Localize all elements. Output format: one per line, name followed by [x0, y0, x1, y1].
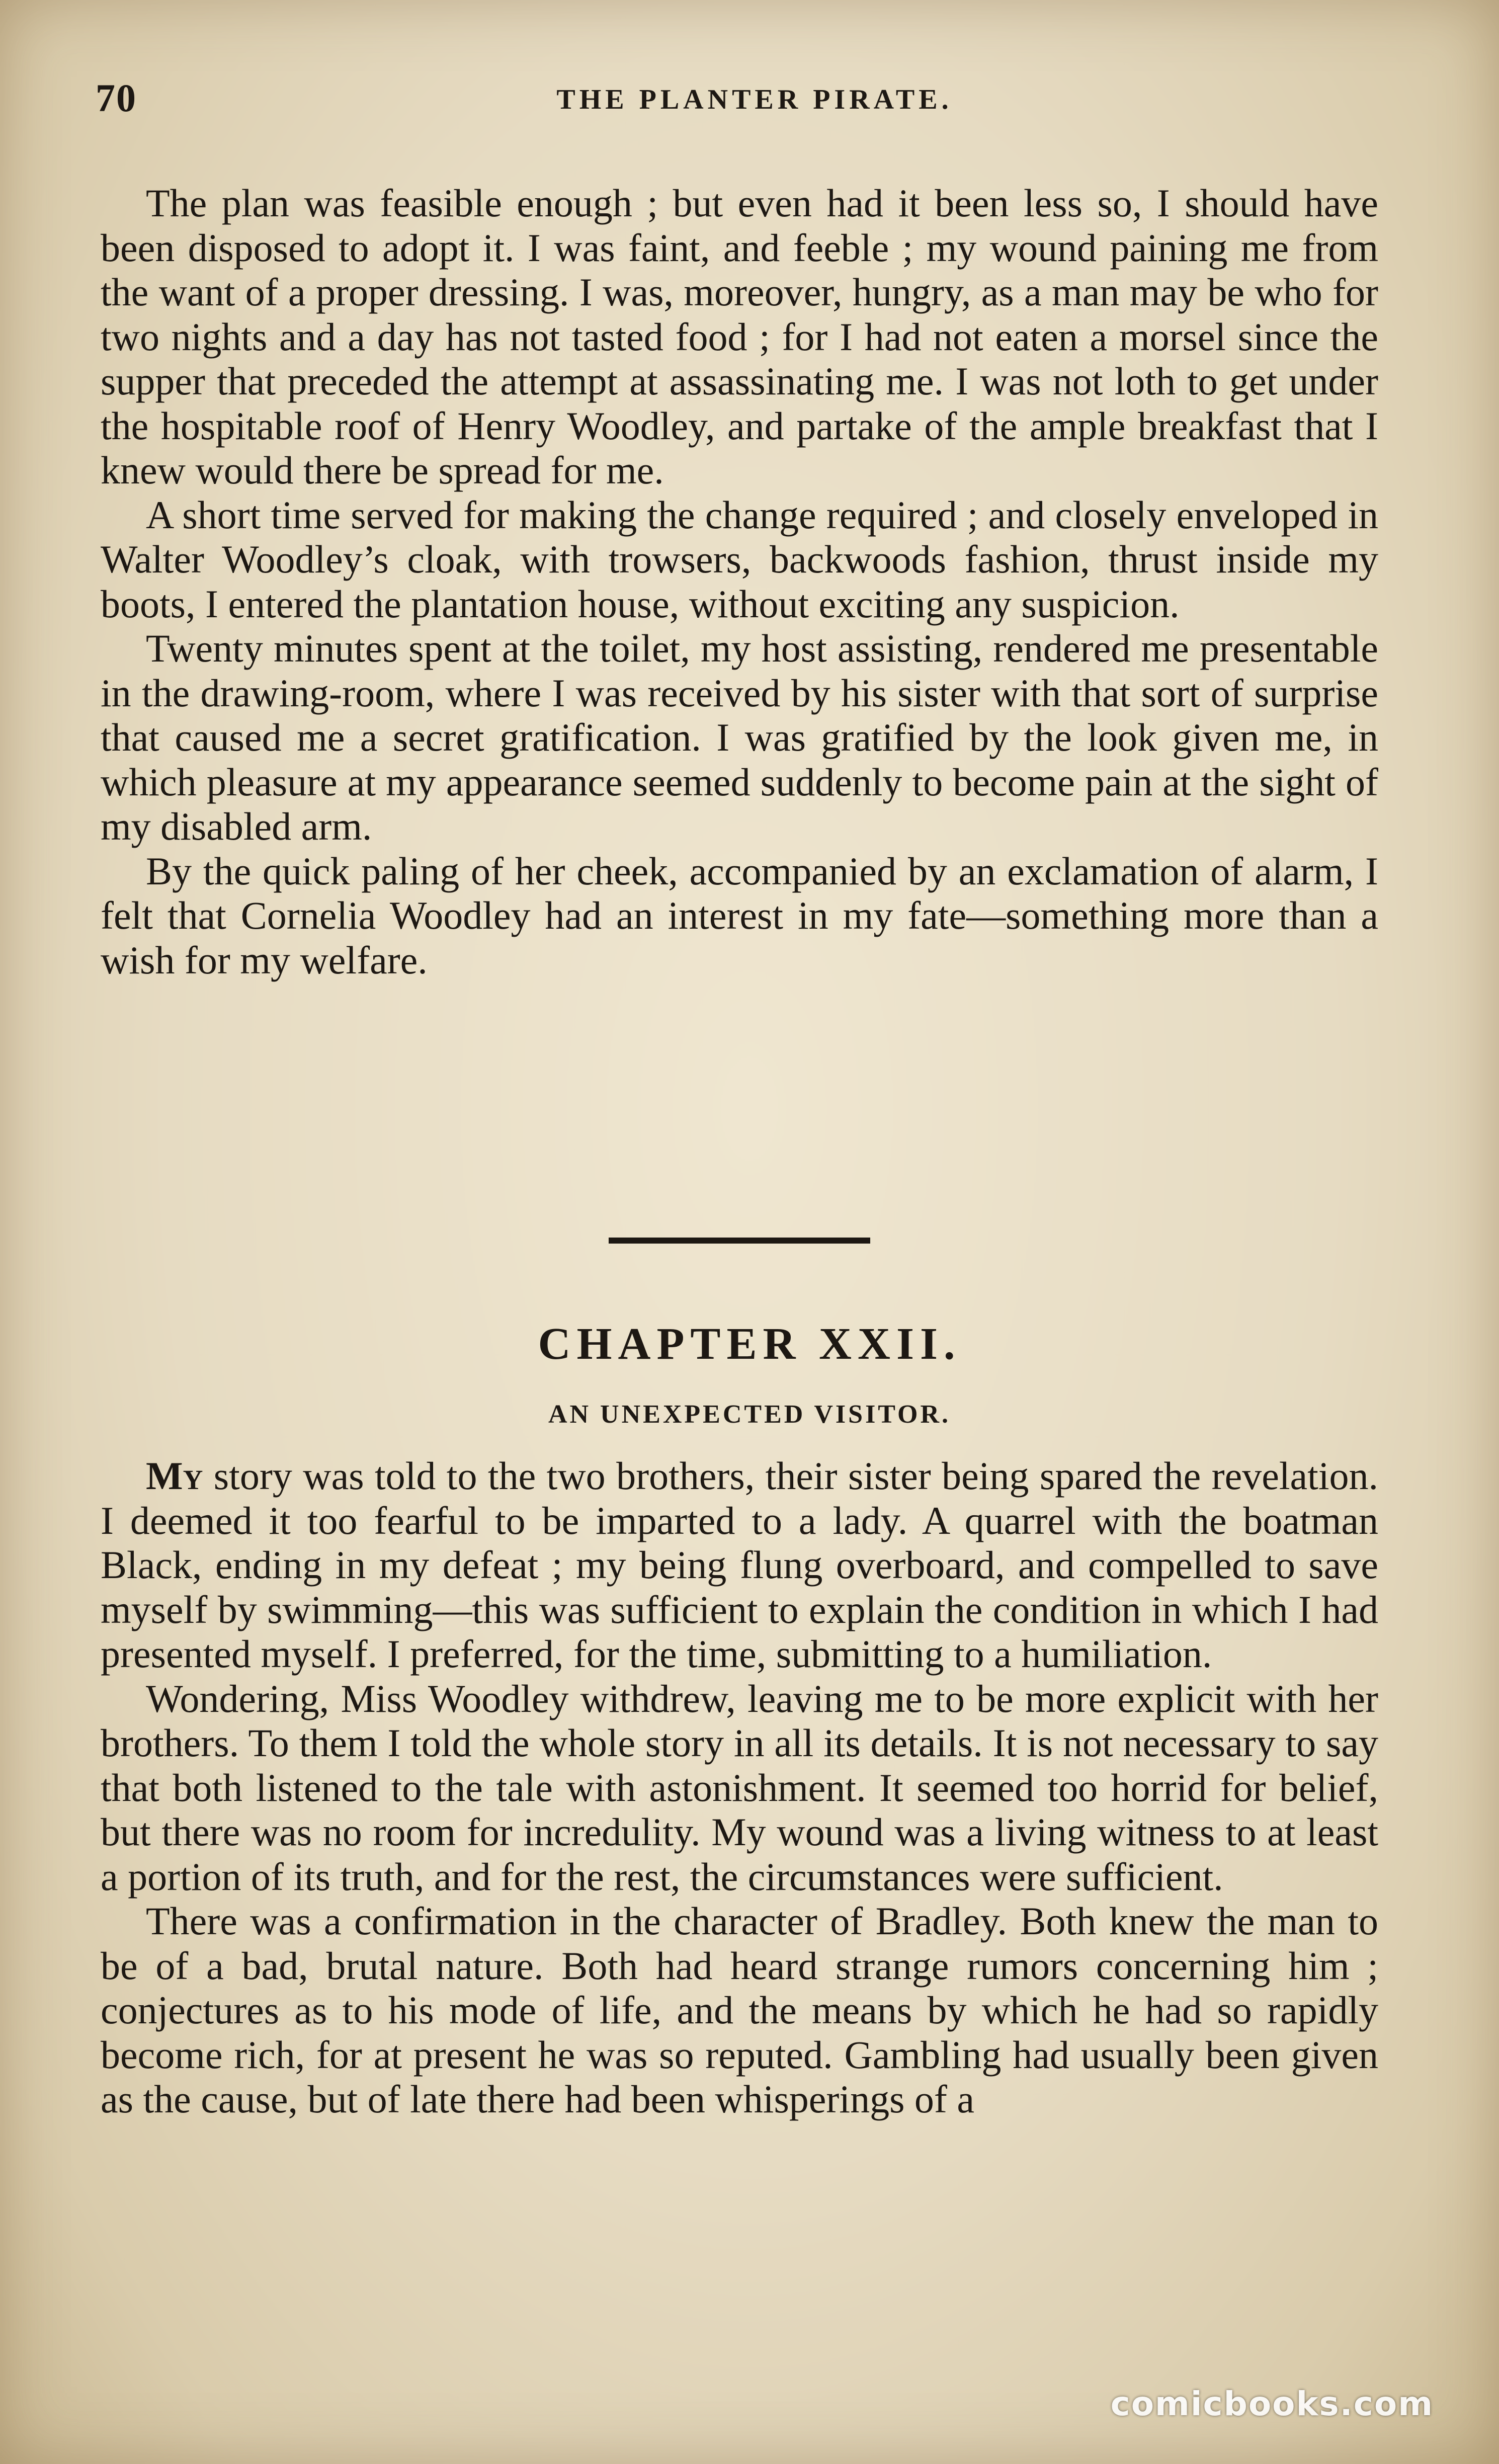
- paragraph-text: story was told to the two brothers, their sister being spared the revelation. I deemed it too fearful to be imparted to a lady. A quarrel with the boatman Black, ending in my defeat ; my being flung overboard, and compelled to save myself by swimming—this was sufficient to explain the condition in which I had presented myself. I preferred, for the time, submitting to a humiliation.: [101, 1454, 1378, 1676]
- paragraph: [101, 1454, 1378, 1677]
- running-title: THE PLANTER PIRATE.: [556, 84, 953, 115]
- section-divider: [609, 1238, 870, 1244]
- page-number: 70: [96, 76, 137, 120]
- text-section-1: [101, 181, 1378, 982]
- text-section-2: [101, 1454, 1378, 2122]
- paragraph: A short time served for making the change required ; and closely enveloped in Walter Woodley’s cloak, with trowsers, backwoods fashion, thrust inside my boots, I entered the plantation house, without exciting any suspicion.: [101, 492, 1378, 626]
- paragraph: The plan was feasible enough ; but even had it been less so, I should have been disposed to adopt it. I was faint, and feeble ; my wound paining me from the want of a proper dressing. I was, moreover, hungry, as a man may be who for two nights and a day has not tasted food ; for I had not eaten a morsel since the supper that preceded the attempt at assassinating me. I was not loth to get under the hospitable roof of Henry Woodley, and partake of the ample breakfast that I knew would there be spread for me.: [101, 181, 1378, 492]
- paragraph: There was a confirmation in the character of Bradley. Both knew the man to be of a bad, brutal nature. Both had heard strange rumors concerning him ; conjectures as to his mode of life, and the means by which he had so rapidly become rich, for at present he was so reputed. Gambling had usually been given as the cause, but of late there had been whisperings of a: [101, 1899, 1378, 2121]
- watermark: comicbooks.com: [1110, 2385, 1434, 2423]
- paragraph: Wondering, Miss Woodley withdrew, leaving me to be more explicit with her brothers. To them I told the whole story in all its details. It is not necessary to say that both listened to the tale with astonishment. It seemed too horrid for belief, but there was no room for incredulity. My wound was a living witness to at least a portion of its truth, and for the rest, the circumstances were sufficient.: [101, 1676, 1378, 1899]
- running-head: [96, 75, 1413, 136]
- chapter-subtitle: AN UNEXPECTED VISITOR.: [548, 1400, 951, 1429]
- paragraph: By the quick paling of her cheek, accompanied by an exclamation of alarm, I felt that Cornelia Woodley had an interest in my fate—something more than a wish for my welfare.: [101, 849, 1378, 982]
- chapter-title: CHAPTER XXII.: [538, 1319, 961, 1369]
- first-word: My: [146, 1454, 203, 1498]
- paragraph: Twenty minutes spent at the toilet, my host assisting, rendered me presentable in the drawing-room, where I was received by his sister with that sort of surprise that caused me a secret gratification. I was gratified by the look given me, in which pleasure at my appearance seemed suddenly to become pain at the sight of my disabled arm.: [101, 626, 1378, 848]
